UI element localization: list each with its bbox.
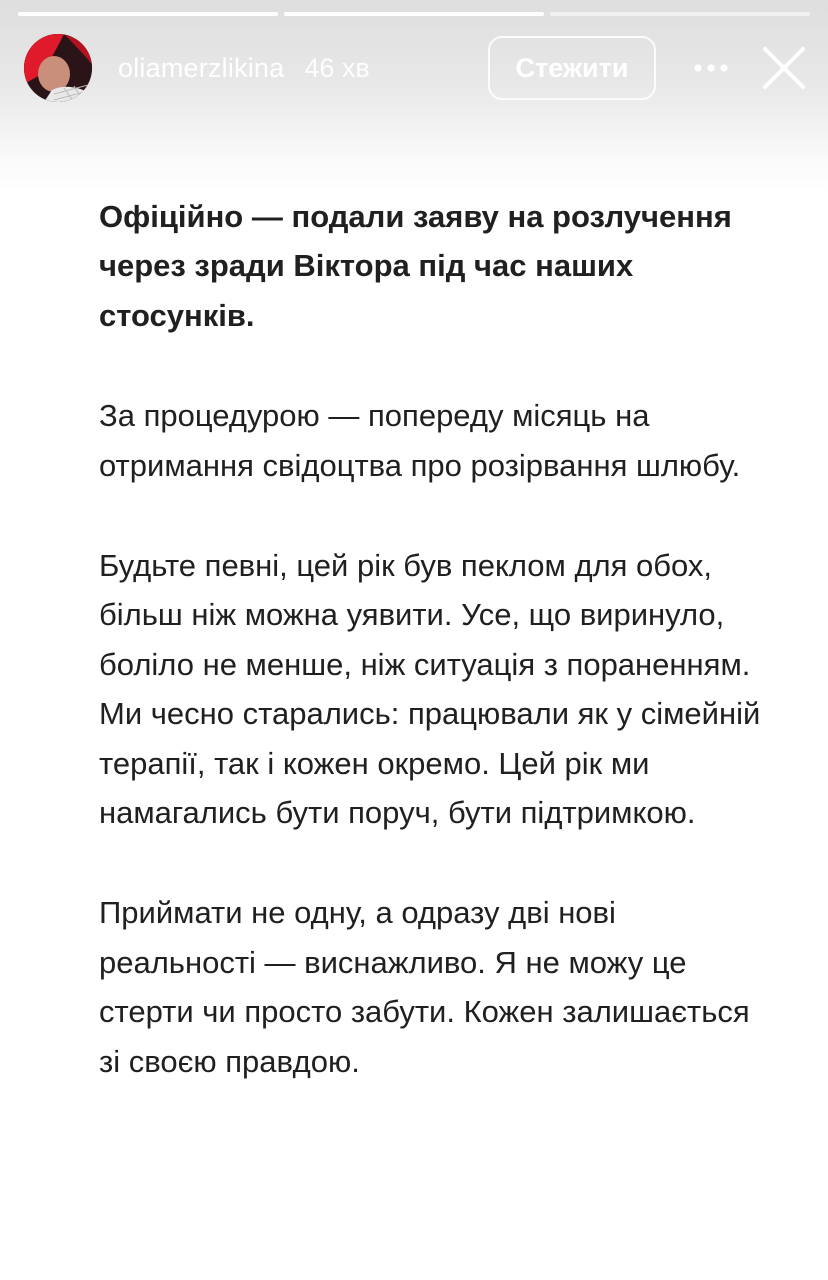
follow-button[interactable]: Стежити <box>488 36 656 100</box>
ellipsis-icon <box>694 64 728 72</box>
avatar[interactable] <box>24 34 92 102</box>
progress-segment-2 <box>284 12 544 16</box>
progress-segment-3 <box>550 12 810 16</box>
close-button[interactable] <box>760 44 808 92</box>
story-progress-bar <box>18 12 810 16</box>
story-paragraph-1: Офіційно — подали заяву на розлучення через зради Віктора під час наших стосунків. <box>99 199 732 333</box>
story-paragraph-2: За процедурою — попереду місяць на отримання свідоцтва про розірвання шлюбу. <box>99 398 741 483</box>
progress-fill-2 <box>284 12 544 16</box>
close-icon <box>762 46 806 90</box>
progress-segment-1 <box>18 12 278 16</box>
story-text <box>99 192 779 1137</box>
time-ago: 46 хв <box>304 52 370 83</box>
story-paragraph-3: Будьте певні, цей рік був пеклом для обох, більш ніж можна уявити. Усе, що виринуло, боліло не менше, ніж ситуація з пораненням. Ми чесно старались: працювали як у сімейній терапії, так і кожен окремо. Цей рік ми намагались бути поруч, бути підтримкою. <box>99 548 761 831</box>
story-header <box>24 30 808 106</box>
progress-fill-1 <box>18 12 278 16</box>
story-paragraph-4: Приймати не одну, а одразу дві нові реальності — виснажливо. Я не можу це стерти чи просто забути. Кожен залишається зі своєю правдою. <box>99 895 750 1079</box>
username[interactable]: oliamerzlikina <box>118 52 285 83</box>
more-button[interactable] <box>686 43 736 93</box>
avatar-image <box>24 34 92 102</box>
